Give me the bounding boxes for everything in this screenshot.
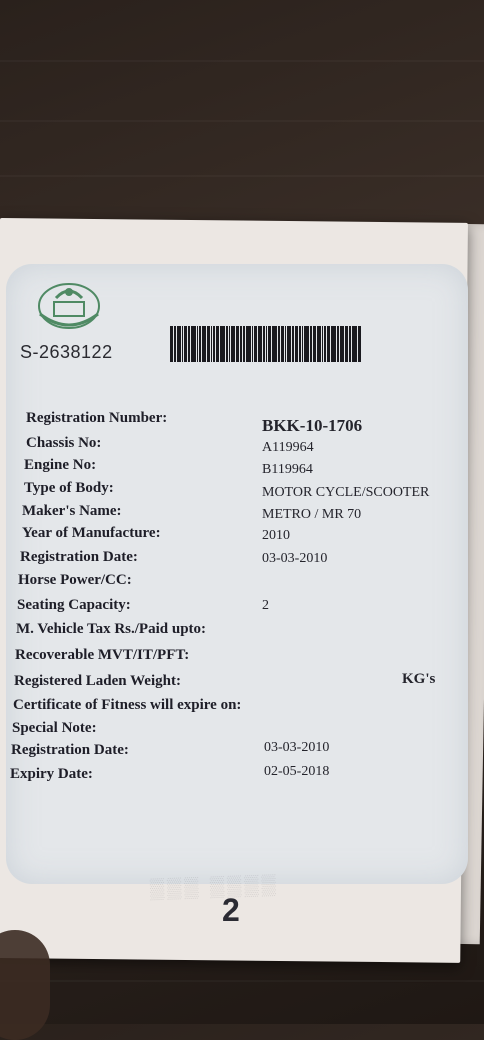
year-of-manufacture-label: Year of Manufacture: bbox=[22, 525, 161, 541]
serial-number: S-2638122 bbox=[20, 342, 113, 362]
registration-date-2-value: 03-03-2010 bbox=[264, 740, 330, 755]
type-of-body-label: Type of Body: bbox=[24, 480, 114, 496]
seating-capacity-label: Seating Capacity: bbox=[17, 597, 131, 613]
engine-no-value: B119964 bbox=[262, 462, 313, 477]
chassis-no-label: Chassis No: bbox=[26, 435, 102, 451]
special-note-label: Special Note: bbox=[12, 720, 97, 736]
makers-name-value: METRO / MR 70 bbox=[262, 507, 362, 522]
recoverable-mvt-label: Recoverable MVT/IT/PFT: bbox=[15, 647, 190, 663]
year-of-manufacture-value: 2010 bbox=[262, 528, 290, 543]
seating-capacity-value: 2 bbox=[262, 598, 269, 613]
registration-number-value: BKK-10-1706 bbox=[262, 416, 363, 435]
registration-date-2-label: Registration Date: bbox=[11, 742, 129, 758]
fitness-certificate-label: Certificate of Fitness will expire on: bbox=[13, 697, 242, 713]
chassis-no-value: A119964 bbox=[262, 440, 314, 455]
expiry-date-value: 02-05-2018 bbox=[264, 764, 330, 779]
page-number: 2 bbox=[222, 892, 240, 928]
expiry-date-label: Expiry Date: bbox=[10, 766, 93, 782]
faint-stamp-impression: ▒▒▒ ▒▒▒▒ bbox=[149, 873, 280, 901]
laden-weight-unit: KG's bbox=[402, 671, 436, 687]
engine-no-label: Engine No: bbox=[24, 457, 97, 473]
laden-weight-label: Registered Laden Weight: bbox=[14, 673, 181, 689]
registration-date-value: 03-03-2010 bbox=[262, 551, 328, 566]
registration-date-label: Registration Date: bbox=[20, 549, 138, 565]
government-emblem-icon bbox=[34, 276, 104, 332]
horse-power-label: Horse Power/CC: bbox=[18, 572, 132, 588]
registration-number-label: Registration Number: bbox=[26, 410, 168, 426]
type-of-body-value: MOTOR CYCLE/SCOOTER bbox=[262, 485, 430, 500]
makers-name-label: Maker's Name: bbox=[22, 503, 122, 519]
barcode bbox=[170, 326, 418, 362]
vehicle-tax-label: M. Vehicle Tax Rs./Paid upto: bbox=[16, 621, 207, 637]
